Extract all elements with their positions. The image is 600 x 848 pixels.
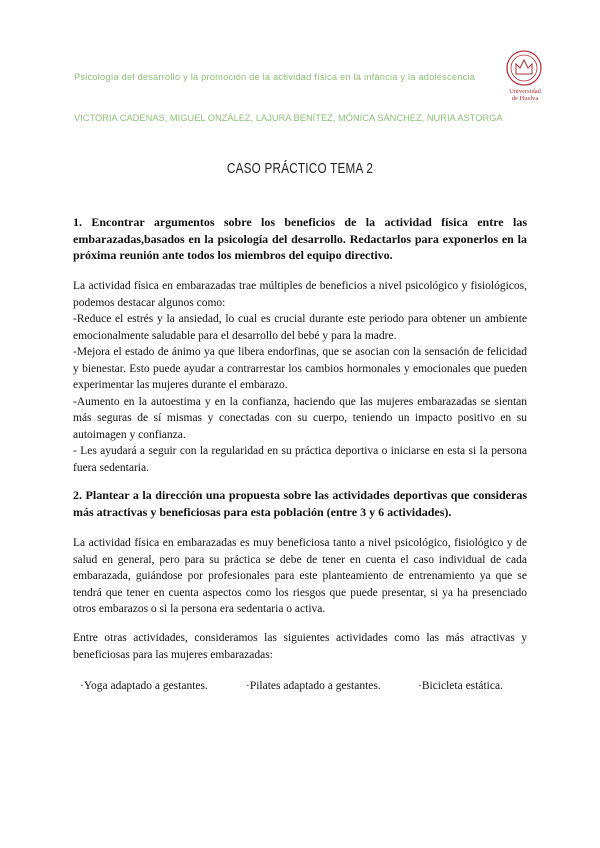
answer-1-paragraph: - Les ayudará a seguir con la regularidad en su práctica deportiva o iniciarse en esta si la persona fuera sedentaria.: [73, 445, 527, 474]
university-name-line1: Universidad: [509, 88, 541, 95]
question-1: 1. Encontrar argumentos sobre los beneficios de la actividad física entre las embarazadas,basados en la psicología del desarrollo. Redactarlos para exponerlos en la próxima reunión ante todos los miembros del equipo directivo.: [73, 215, 527, 262]
activity-item: ·Pilates adaptado a gestantes.: [246, 680, 381, 692]
authors-line: VICTORIA CADENAS, MIGUEL ONZÁLEZ, LAJURA BENÍTEZ, MÓNICA SÁNCHEZ, NURIA ASTORGA: [74, 113, 503, 123]
answer-2-paragraph: La actividad física en embarazadas es muy beneficiosa tanto a nivel psicológico, fisiológico y de salud en general, pero para su práctica se debe de tener en cuenta el caso individual de cada embarazada, guiándose por profesionales para este planteamiento de entrenamiento ya que se tendrá que tener en cuenta aspectos como los riesgos que puede presentar, si ya ha presenciado otros embarazos o si la persona era sedentaria o activa.: [73, 537, 527, 615]
activity-item: ·Yoga adaptado a gestantes.: [80, 680, 208, 692]
answer-1-paragraph: -Mejora el estado de ánimo ya que libera endorfinas, que se asocian con la sensación de felicidad y bienestar. Esto puede ayudar a contrarrestar los cambios hormonales y emocionales que pueden experimentar las mujeres durante el embarazo.: [73, 346, 527, 391]
activity-item: ·Bicicleta estática.: [418, 680, 503, 692]
university-logo-text: [502, 88, 548, 102]
answer-1-paragraph: -Reduce el estrés y la ansiedad, lo cual es crucial durante este periodo para obtener un ambiente emocionalmente saludable para el desarrollo del bebé y para la madre.: [73, 313, 527, 342]
answer-1: [73, 278, 527, 476]
university-name-line2: de Huelva: [511, 95, 539, 102]
answer-1-paragraph: -Aumento en la autoestima y en la confianza, haciendo que las mujeres embarazadas se sientan más seguras de sí mismas y conectadas con su cuerpo, teniendo un impacto positivo en su autoimagen y confianza.: [73, 395, 527, 441]
answer-2-paragraph: Entre otras actividades, consideramos las siguientes actividades como las más atractivas y beneficiosas para las mujeres embarazadas:: [73, 632, 527, 661]
answer-1-paragraph: La actividad física en embarazadas trae múltiples de beneficios a nivel psicológico y fisiológicos, podemos destacar algunos como:: [73, 280, 527, 309]
question-2: 2. Plantear a la dirección una propuesta sobre las actividades deportivas que consideras más atractivas y beneficiosas para esta población (entre 3 y 6 actividades).: [73, 488, 527, 519]
page-title: CASO PRÁCTICO TEMA 2: [226, 160, 374, 177]
course-header: Psicología del desarrollo y la promoción de la actividad física en la infancia y la adolescencia: [74, 72, 476, 82]
